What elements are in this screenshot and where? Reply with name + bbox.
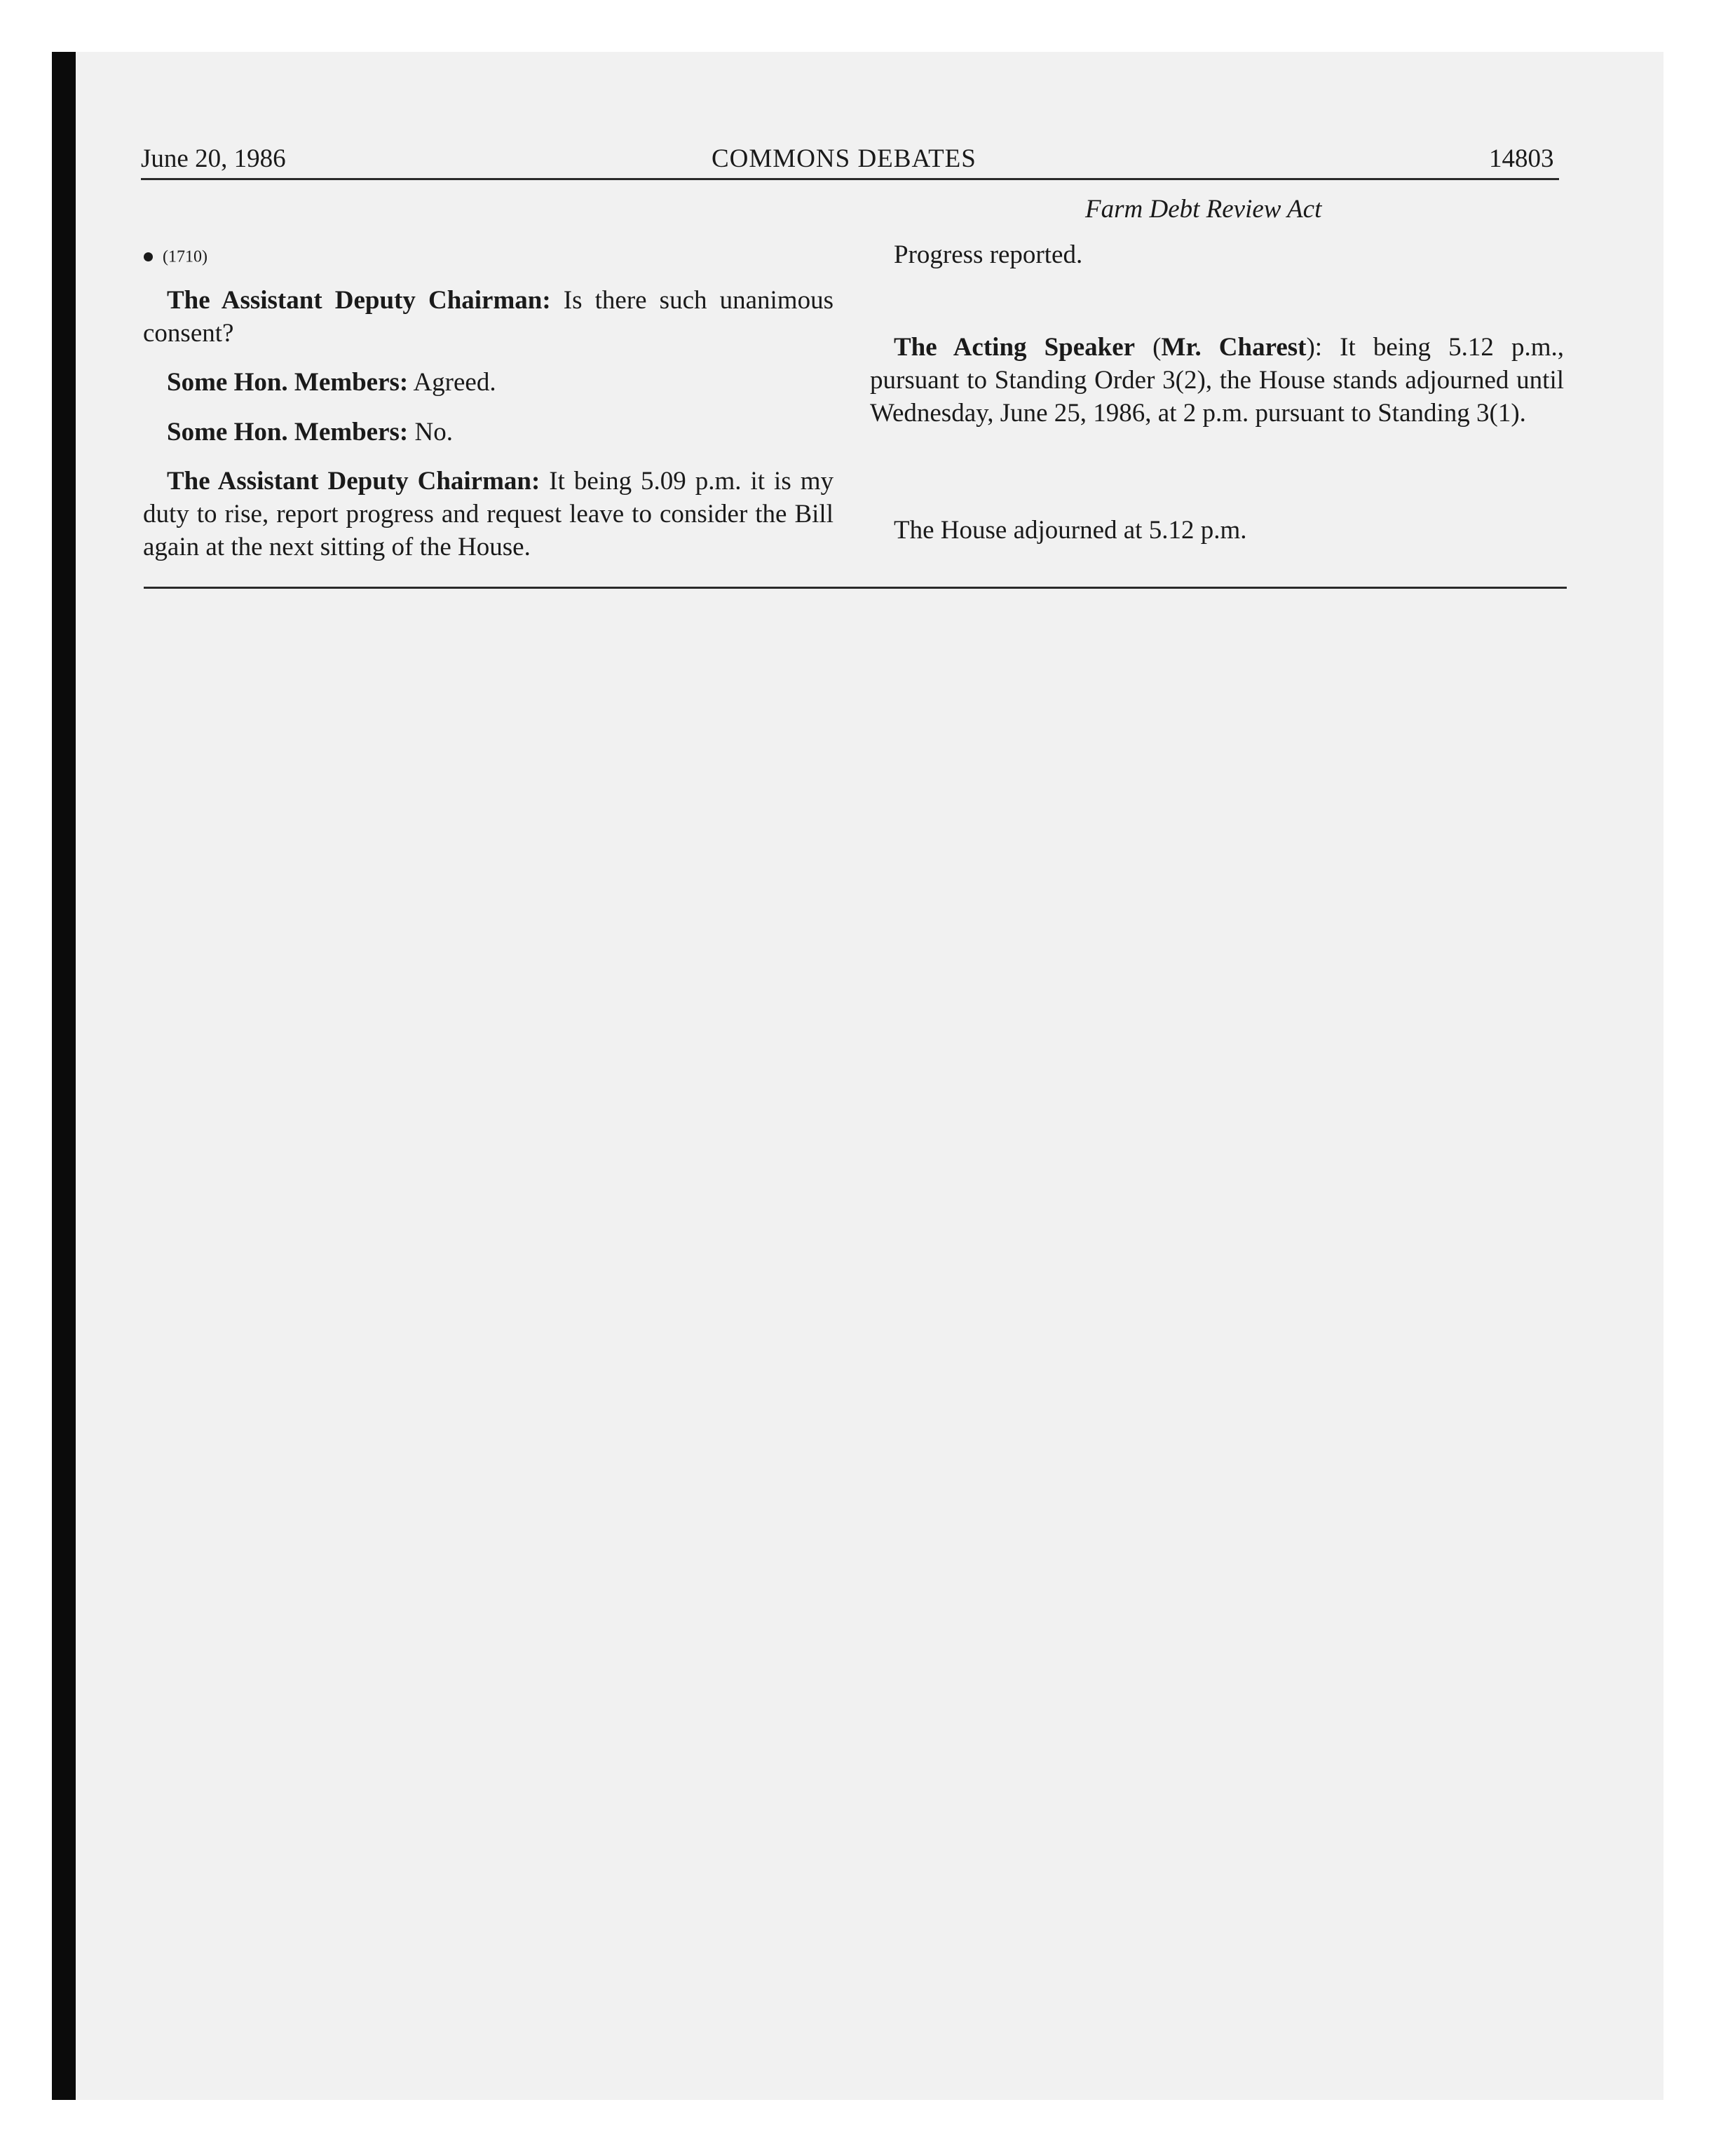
header-date: June 20, 1986 [141, 144, 286, 173]
right-column-progress [870, 238, 1564, 271]
right-column-adjourned [870, 514, 1564, 547]
right-column-speaker [870, 331, 1564, 430]
binding-edge [52, 52, 76, 2100]
paragraph-text: It being 5.12 p.m., pursuant to Standing Order 3(2), the House stands adjourned until Wednesday, June 25, 1986, at 2 p.m. pursuant to Standing 3(1). [870, 333, 1564, 428]
header-page-number: 14803 [1489, 144, 1554, 173]
paragraph [870, 331, 1564, 430]
header-rule [141, 178, 1559, 180]
paragraph-text: No. [408, 418, 453, 446]
left-column-p3 [143, 416, 834, 449]
time-marker-label: (1710) [163, 247, 207, 266]
running-head: Farm Debt Review Act [1085, 195, 1322, 224]
speaker-label: Some Hon. Members: [167, 418, 409, 446]
left-column-p4 [143, 465, 834, 564]
paragraph [143, 284, 834, 350]
paragraph-text: It being 5.09 p.m. it is my duty to rise, report progress and request leave to consider the Bill again at the next sitting of the House. [143, 467, 834, 561]
speaker-label: The Assistant Deputy Chairman: [167, 467, 540, 496]
speaker-title: The Acting Speaker [894, 333, 1136, 362]
paragraph [143, 465, 834, 564]
paragraph [143, 416, 834, 449]
bullet-icon [144, 252, 153, 261]
speaker-name: Mr. Charest [1161, 333, 1307, 362]
left-column-p2 [143, 366, 834, 399]
adjournment-note: The House adjourned at 5.12 p.m. [894, 516, 1247, 545]
speaker-paren-open: ( [1135, 333, 1162, 362]
speaker-label: The Assistant Deputy Chairman: [167, 286, 551, 315]
section-end-rule [144, 587, 1567, 589]
progress-reported: Progress reported. [894, 240, 1083, 269]
speaker-paren-close: ): [1306, 333, 1323, 362]
speaker-label: Some Hon. Members: [167, 368, 409, 397]
header-publication: COMMONS DEBATES [712, 144, 977, 173]
paragraph [143, 366, 834, 399]
time-marker [144, 245, 207, 267]
paragraph-text: Is there such unanimous consent? [143, 286, 834, 348]
left-column-p1 [143, 284, 834, 350]
paragraph-text: Agreed. [408, 368, 496, 397]
